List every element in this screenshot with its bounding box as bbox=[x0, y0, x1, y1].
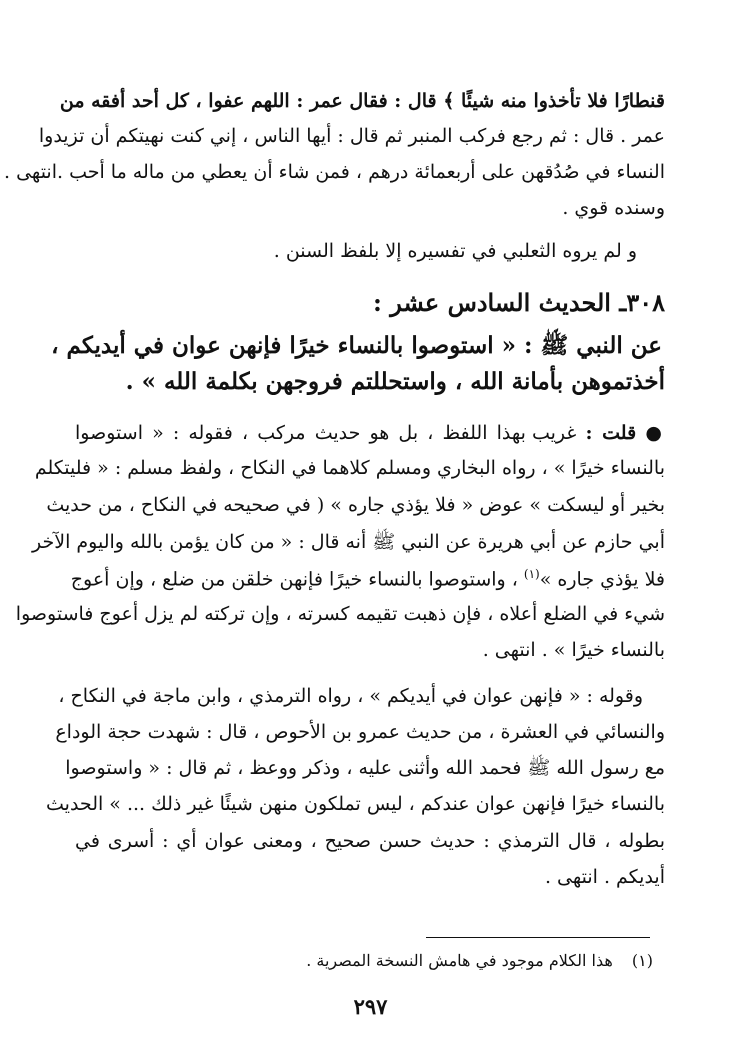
paragraph-line-4: وسنده قوي . bbox=[562, 197, 665, 219]
paragraph-line-3: النساء في صُدُقهن على أربعمائة درهم ، فمن شاء أن يعطي من ماله ما أحب .انتهى . bbox=[4, 161, 665, 183]
text-run: ، واستوصوا بالنساء خيرًا فإنهن خلقن من ضلع ، وإن أعوج bbox=[70, 568, 518, 591]
comment-label: قلت : bbox=[585, 422, 637, 444]
footnote bbox=[233, 953, 653, 969]
footnote-reference: (١) bbox=[523, 567, 540, 581]
paragraph2-line-3: مع رسول الله ﷺ فحمد الله وأثنى عليه ، وذكر ووعظ ، ثم قال : « واستوصوا bbox=[65, 757, 665, 779]
paragraph2-line-4: بالنساء خيرًا فإنهن عوان عندكم ، ليس تملكون منهن شيئًا غير ذلك ... » الحديث bbox=[46, 793, 665, 815]
hadith-text-line-2: أخذتموهن بأمانة الله ، واستحللتم فروجهن بكلمة الله » . bbox=[125, 368, 665, 395]
paragraph2-line-6: أيديكم . انتهى . bbox=[544, 866, 665, 888]
paragraph-line-2: عمر . قال : ثم رجع فركب المنبر ثم قال : أيها الناس ، إني كنت نهيتكم أن تزيدوا bbox=[38, 125, 665, 147]
comment-line-5 bbox=[70, 567, 665, 591]
paragraph2-line-1: وقوله : « فإنهن عوان في أيديكم » ، رواه الترمذي ، وابن ماجة في النكاح ، bbox=[58, 685, 643, 707]
paragraph-line-1 bbox=[59, 90, 665, 112]
paragraph2-line-2: والنسائي في العشرة ، من حديث عمرو بن الأحوص ، قال : شهدت حجة الوداع bbox=[55, 721, 665, 743]
comment-line-7: بالنساء خيرًا » . انتهى . bbox=[482, 639, 665, 661]
paragraph-line-5: و لم يروه الثعلبي في تفسيره إلا بلفظ السنن . bbox=[273, 240, 637, 262]
paragraph2-line-5: بطوله ، قال الترمذي : حديث حسن صحيح ، ومعنى عوان أي : أسرى في bbox=[75, 830, 665, 852]
footnote-number: (١) bbox=[631, 951, 653, 970]
hadith-heading: ٣٠٨ـ الحديث السادس عشر : bbox=[373, 288, 665, 317]
hadith-text-line-1: عن النبي ﷺ : « استوصوا بالنساء خيرًا فإنهن عوان في أيديكم ، bbox=[51, 332, 662, 359]
comment-line-3: بخير أو ليسكت » عوض « فلا يؤذي جاره » ( في صحيحه في النكاح ، من حديث bbox=[46, 494, 665, 516]
comment-line-6: شيء في الضلع أعلاه ، فإن ذهبت تقيمه كسرته ، وإن تركته لم يزل أعوج فاستوصوا bbox=[15, 603, 665, 625]
bullet-icon: ● bbox=[645, 422, 665, 444]
page-number: ٢٩٧ bbox=[353, 994, 388, 1019]
comment-line-4: أبي حازم عن أبي هريرة عن النبي ﷺ أنه قال : « من كان يؤمن بالله واليوم الآخر bbox=[32, 531, 665, 553]
comment-line-1 bbox=[75, 424, 665, 443]
text-run: فلا يؤذي جاره » bbox=[539, 568, 665, 591]
comment-line-2: بالنساء خيرًا » ، رواه البخاري ومسلم كلاهما في النكاح ، ولفظ مسلم : « فليتكلم bbox=[34, 457, 665, 479]
footnote-text: هذا الكلام موجود في هامش النسخة المصرية . bbox=[306, 951, 613, 970]
text-run: قنطارًا فلا تأخذوا منه شيئًا ﴾ قال : فقال عمر : اللهم عفوا ، كل أحد أفقه من bbox=[59, 90, 665, 112]
footnote-divider bbox=[426, 937, 650, 938]
comment-text: غريب بهذا اللفظ ، بل هو حديث مركب ، فقوله : « استوصوا bbox=[75, 422, 577, 444]
